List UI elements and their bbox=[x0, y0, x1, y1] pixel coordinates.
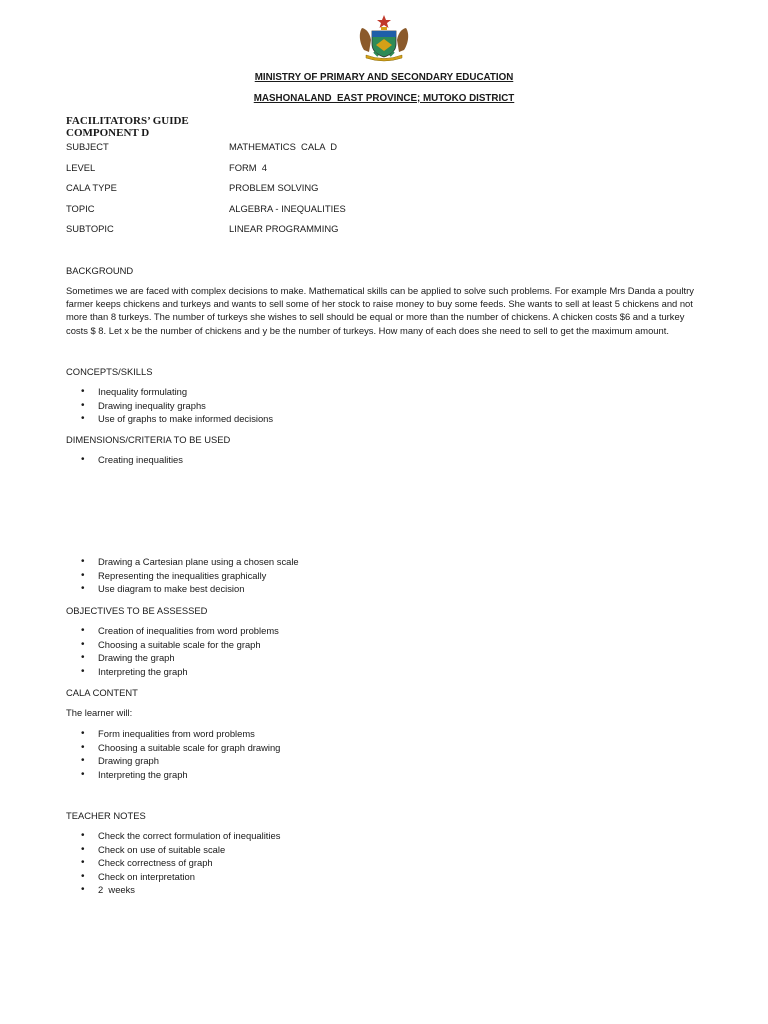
list-item: • Choosing a suitable scale for graph drawing bbox=[66, 741, 280, 755]
meta-row-level bbox=[66, 162, 706, 176]
list-item: • Check the correct formulation of inequalities bbox=[66, 829, 280, 843]
list-item: • Inequality formulating bbox=[66, 385, 273, 399]
meta-value: LINEAR PROGRAMMING bbox=[229, 223, 339, 234]
concepts-heading: CONCEPTS/SKILLS bbox=[66, 366, 153, 377]
background-heading: BACKGROUND bbox=[66, 265, 134, 276]
ministry-heading: MINISTRY OF PRIMARY AND SECONDARY EDUCATION bbox=[254, 72, 514, 83]
list-item: • Check on interpretation bbox=[66, 870, 280, 884]
list-item: • Check correctness of graph bbox=[66, 856, 280, 870]
coat-of-arms-icon bbox=[352, 14, 416, 62]
cala-content-heading: CALA CONTENT bbox=[66, 687, 138, 698]
list-item: • Creating inequalities bbox=[66, 453, 183, 467]
cala-content-intro: The learner will: bbox=[66, 707, 133, 718]
meta-row-subtopic bbox=[66, 223, 706, 237]
dimensions-heading: DIMENSIONS/CRITERIA TO BE USED bbox=[66, 434, 231, 445]
meta-key: LEVEL bbox=[66, 162, 96, 173]
concepts-list bbox=[66, 385, 273, 426]
list-item: • Form inequalities from word problems bbox=[66, 727, 280, 741]
component-label: COMPONENT D bbox=[66, 127, 150, 139]
list-item: • Creation of inequalities from word problems bbox=[66, 624, 279, 638]
list-item: • Interpreting the graph bbox=[66, 768, 280, 782]
list-item: • Choosing a suitable scale for the graph bbox=[66, 638, 279, 652]
meta-row-subject bbox=[66, 141, 706, 155]
list-item: • Use diagram to make best decision bbox=[66, 582, 299, 596]
meta-value: PROBLEM SOLVING bbox=[229, 182, 319, 193]
dimensions-list-a bbox=[66, 453, 183, 467]
objectives-list bbox=[66, 624, 279, 678]
meta-key: SUBTOPIC bbox=[66, 223, 114, 234]
list-item: • Check on use of suitable scale bbox=[66, 843, 280, 857]
meta-value: ALGEBRA - INEQUALITIES bbox=[229, 203, 346, 214]
objectives-heading: OBJECTIVES TO BE ASSESSED bbox=[66, 605, 208, 616]
teacher-notes-heading: TEACHER NOTES bbox=[66, 810, 146, 821]
background-text: Sometimes we are faced with complex decisions to make. Mathematical skills can be applied to solve such problems. For example Mrs Danda a poultry farmer keeps chickens and turkeys and wants to sell some of her stock to raise money to buy some feeds. She wants to sell at least 5 chickens and not more than 8 turkeys. The number of turkeys she wishes to sell should be equal or more than the number of chickens. A chicken costs $6 and a turkey costs $ 8. Let x be the number of chickens and y be the number of turkeys. How many of each does she need to sell to get the maximum amount. bbox=[66, 285, 694, 336]
meta-row-topic bbox=[66, 203, 706, 217]
list-item: • Drawing the graph bbox=[66, 651, 279, 665]
meta-value: FORM 4 bbox=[229, 162, 268, 173]
guide-title: FACILITATORS’ GUIDE bbox=[66, 115, 189, 127]
list-item: • Drawing inequality graphs bbox=[66, 399, 273, 413]
cala-content-list bbox=[66, 727, 280, 781]
list-item: • Drawing a Cartesian plane using a chosen scale bbox=[66, 555, 299, 569]
dimensions-list-b bbox=[66, 555, 299, 596]
list-item: • 2 weeks bbox=[66, 883, 280, 897]
meta-key: SUBJECT bbox=[66, 141, 109, 152]
list-item: • Use of graphs to make informed decisions bbox=[66, 412, 273, 426]
list-item: • Representing the inequalities graphically bbox=[66, 569, 299, 583]
list-item: • Drawing graph bbox=[66, 754, 280, 768]
meta-row-cala-type bbox=[66, 182, 706, 196]
teacher-notes-list bbox=[66, 829, 280, 897]
meta-key: TOPIC bbox=[66, 203, 95, 214]
province-heading: MASHONALAND EAST PROVINCE; MUTOKO DISTRICT bbox=[253, 93, 515, 104]
meta-key: CALA TYPE bbox=[66, 182, 117, 193]
list-item: • Interpreting the graph bbox=[66, 665, 279, 679]
meta-value: MATHEMATICS CALA D bbox=[229, 141, 337, 152]
